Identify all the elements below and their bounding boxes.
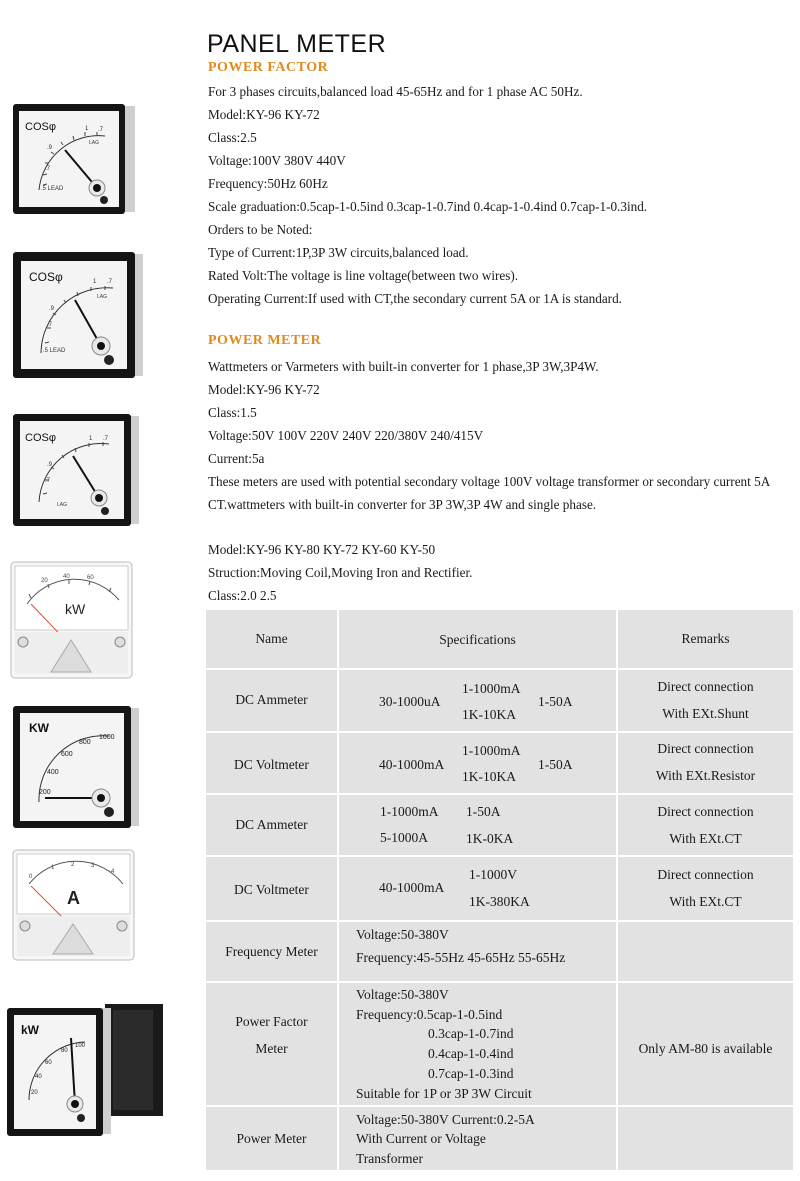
tick-label: 80: [61, 1048, 68, 1054]
row-remark: With EXt.Resistor: [655, 768, 756, 783]
row-remark: With EXt.CT: [669, 831, 742, 846]
tick-label: 60: [87, 575, 94, 581]
spec-value: 40-1000mA: [379, 757, 445, 772]
tick-label: .9: [47, 462, 53, 468]
power-meter-heading: POWER METER: [208, 333, 322, 348]
kw-meter-image: [5, 1000, 165, 1140]
page-title: PANEL METER: [207, 30, 387, 58]
spec-value: Voltage:50-380V Current:0.2-5A: [356, 1112, 535, 1127]
spec-value: 30-1000uA: [379, 694, 441, 709]
tick-label: 40: [63, 574, 70, 580]
tick-label: 4: [111, 869, 115, 875]
power-factor-line: For 3 phases circuits,balanced load 45-65Hz and for 1 phase AC 50Hz.: [208, 84, 583, 99]
general-line: Struction:Moving Coil,Moving Iron and Rectifier.: [208, 565, 473, 580]
spec-value: 1K-10KA: [462, 769, 516, 784]
tick-label: .7: [107, 279, 113, 285]
spec-value: 1-1000V: [469, 867, 517, 882]
row-name: DC Ammeter: [235, 692, 308, 707]
tick-label: 100: [75, 1043, 86, 1049]
power-meter-line: Voltage:50V 100V 220V 240V 220/380V 240/415V: [208, 428, 484, 443]
power-meter-line: Current:5a: [208, 451, 265, 466]
row-name: DC Ammeter: [235, 817, 308, 832]
power-factor-meter-image: [9, 410, 144, 530]
tick-label: 800: [79, 739, 91, 746]
power-factor-meter-image: [9, 100, 139, 220]
lag-label: LAG: [97, 294, 108, 300]
tick-label: 3: [91, 863, 95, 869]
tick-label: 1: [89, 436, 93, 442]
power-factor-meter-image: [9, 248, 149, 383]
lead-label: .5 LEAD: [43, 348, 66, 354]
tick-label: 60: [45, 1060, 52, 1066]
spec-table: [206, 610, 793, 1170]
lead-label: .5 LEAD: [41, 186, 64, 192]
tick-label: .9: [47, 145, 53, 151]
tick-label: 1: [51, 865, 55, 871]
power-meter-text: [208, 355, 792, 516]
tick-label: 1: [93, 279, 97, 285]
spec-value: Voltage:50-380V: [356, 927, 449, 942]
general-line: Model:KY-96 KY-80 KY-72 KY-60 KY-50: [208, 542, 436, 557]
power-meter-line: Wattmeters or Varmeters with built-in converter for 1 phase,3P 3W,3P4W.: [208, 359, 599, 374]
spec-value: With Current or Voltage: [356, 1131, 486, 1146]
row-remark: Direct connection: [657, 867, 754, 882]
tick-label: 1: [85, 126, 89, 132]
kw-label: kW: [65, 601, 86, 617]
power-meter-line: Class:1.5: [208, 405, 257, 420]
table-header-specifications: Specifications: [439, 632, 516, 647]
spec-value: 0.4cap-1-0.4ind: [428, 1046, 514, 1061]
spec-value: 1-1000mA: [462, 681, 521, 696]
power-meter-line: Model:KY-96 KY-72: [208, 382, 320, 397]
power-factor-line: Orders to be Noted:: [208, 222, 313, 237]
power-factor-line: Model:KY-96 KY-72: [208, 107, 320, 122]
power-factor-line: Rated Volt:The voltage is line voltage(between two wires).: [208, 268, 519, 283]
spec-value: 5-1000A: [380, 830, 428, 845]
row-remark: Direct connection: [657, 679, 754, 694]
spec-value: 0.3cap-1-0.7ind: [428, 1026, 514, 1041]
power-factor-line: Type of Current:1P,3P 3W circuits,balanced load.: [208, 245, 469, 260]
row-remark: Direct connection: [657, 804, 754, 819]
tick-label: 200: [39, 789, 51, 796]
tick-label: .7: [103, 436, 109, 442]
lag-label: LAG: [89, 140, 100, 146]
lag-label: LAG: [57, 502, 68, 508]
spec-value: 1-50A: [538, 694, 573, 709]
row-name: Power Meter: [236, 1131, 307, 1146]
tick-label: .7: [47, 322, 53, 328]
power-factor-line: Scale graduation:0.5cap-1-0.5ind 0.3cap-1-0.7ind 0.4cap-1-0.4ind 0.7cap-1-0.3ind.: [208, 199, 648, 214]
tick-label: .9: [49, 306, 55, 312]
kw-meter-image: [9, 702, 144, 832]
spec-value: 1-1000mA: [380, 804, 439, 819]
power-factor-line: Frequency:50Hz 60Hz: [208, 176, 328, 191]
amp-label: A: [67, 888, 80, 908]
tick-label: .7: [98, 127, 104, 133]
row-name: Frequency Meter: [225, 944, 318, 959]
spec-value: 1K-380KA: [469, 894, 530, 909]
spec-value: Frequency:45-55Hz 45-65Hz 55-65Hz: [356, 950, 566, 965]
tick-label: 400: [47, 769, 59, 776]
power-factor-line: Class:2.5: [208, 130, 257, 145]
tick-label: 20: [31, 1090, 38, 1096]
kw-label: kW: [21, 1023, 39, 1037]
spec-value: 0.7cap-1-0.3ind: [428, 1066, 514, 1081]
spec-value: Frequency:0.5cap-1-0.5ind: [356, 1007, 503, 1022]
row-name: DC Voltmeter: [234, 757, 309, 772]
row-remark: With EXt.Shunt: [662, 706, 749, 721]
tick-label: 2: [71, 862, 75, 868]
spec-value: Suitable for 1P or 3P 3W Circuit: [356, 1086, 532, 1101]
general-text: [208, 538, 472, 607]
tick-label: 0: [29, 874, 33, 880]
row-remark: Only AM-80 is available: [638, 1041, 773, 1056]
spec-value: 1-50A: [538, 757, 573, 772]
cos-label: COSφ: [25, 432, 56, 444]
spec-value: Transformer: [356, 1151, 423, 1166]
spec-value: 1K-0KA: [466, 831, 514, 846]
row-name: DC Voltmeter: [234, 882, 309, 897]
general-line: Class:2.0 2.5: [208, 588, 277, 603]
tick-label: 40: [35, 1074, 42, 1080]
spec-value: 1-1000mA: [462, 743, 521, 758]
kw-meter-image: [9, 560, 134, 680]
table-header-name: Name: [255, 631, 288, 646]
tick-label: 1000: [99, 734, 115, 741]
table-header-remarks: Remarks: [681, 631, 730, 646]
row-name: Power Factor: [235, 1014, 308, 1029]
spec-value: 1-50A: [466, 804, 501, 819]
ammeter-image: [11, 848, 136, 963]
row-name: Meter: [255, 1041, 288, 1056]
spec-value: Voltage:50-380V: [356, 987, 449, 1002]
power-factor-heading: POWER FACTOR: [208, 60, 329, 75]
power-factor-text: [208, 80, 647, 310]
tick-label: .7: [45, 166, 51, 172]
power-meter-paragraph: These meters are used with potential secondary voltage 100V voltage transformer or secondary current 5A CT.wattmeters with built-in converter for 3P 3W,3P 4W and single phase.: [208, 474, 770, 512]
tick-label: 600: [61, 751, 73, 758]
cos-label: COSφ: [25, 121, 56, 133]
cos-label: COSφ: [29, 270, 63, 284]
row-remark: Direct connection: [657, 741, 754, 756]
kw-label: KW: [29, 721, 49, 735]
spec-value: 40-1000mA: [379, 880, 445, 895]
power-factor-line: Operating Current:If used with CT,the secondary current 5A or 1A is standard.: [208, 291, 622, 306]
tick-label: 20: [41, 578, 48, 584]
tick-label: .7: [45, 478, 51, 484]
power-factor-line: Voltage:100V 380V 440V: [208, 153, 346, 168]
spec-value: 1K-10KA: [462, 707, 516, 722]
row-remark: With EXt.CT: [669, 894, 742, 909]
